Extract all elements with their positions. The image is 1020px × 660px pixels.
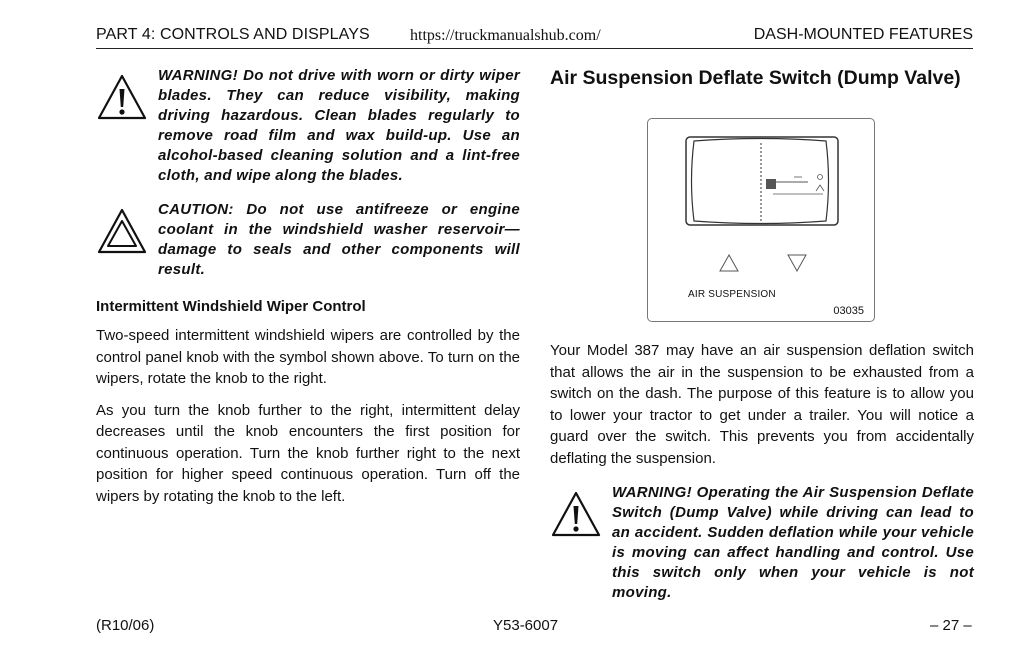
warning-exclamation-icon — [96, 72, 148, 124]
left-column — [96, 66, 520, 517]
figure-number: 03035 — [833, 305, 864, 317]
wiper-para-1: Two-speed intermittent windshield wipers are controlled by the control panel knob with the symbol shown above. To turn on the wipers, rotate the knob to the right. — [96, 327, 520, 387]
air-suspension-switch-figure — [647, 118, 875, 322]
dump-valve-warning — [550, 483, 974, 603]
right-column — [550, 66, 974, 617]
wiper-para-2: As you turn the knob further to the right, intermittent delay decreases until the knob encounters the first position for continuous operation. Turn the knob further right to the next position for higher speed continuous operation. Turn off the wipers by rotating the knob to the left. — [96, 401, 520, 505]
dump-valve-para: Your Model 387 may have an air suspension deflation switch that allows the air in the suspension to be exhausted from a switch on the dash. The purpose of this feature is to allow you to lower your tractor to get under a trailer. You will notice a guard over the switch. This prevents you from accidentally deflating the suspension. — [550, 342, 974, 467]
header-section: PART 4: CONTROLS AND DISPLAYS — [96, 26, 370, 43]
footer-page-number: – 27 – — [930, 617, 972, 634]
wiper-warning — [96, 66, 520, 186]
wiper-warning-text: WARNING! Do not drive with worn or dirty wiper blades. They can reduce visibility, making driving hazardous. Clean blades regularly to remove road film and wax build-up. Use an alcohol-based cleaning solution and a lint-free cloth, and wipe along the blades. — [158, 67, 520, 184]
figure-label: AIR SUSPENSION — [688, 289, 776, 300]
header-url[interactable]: https://truckmanualshub.com/ — [410, 27, 601, 44]
dump-valve-warning-text: WARNING! Operating the Air Suspension Deflate Switch (Dump Valve) while driving can lead to an accident. Sudden deflation while your vehicle is moving can affect handling and control. Use this switch only when your vehicle is not moving. — [612, 484, 974, 601]
warning-exclamation-icon — [550, 489, 602, 541]
footer-doc-number: Y53-6007 — [493, 617, 559, 634]
header-feature: DASH-MOUNTED FEATURES — [753, 26, 973, 43]
antifreeze-caution-text: CAUTION: Do not use antifreeze or engine coolant in the windshield washer reservoir—damage to seals and other components will result. — [158, 201, 520, 278]
footer-revision: (R10/06) — [96, 617, 155, 634]
page-header — [96, 24, 973, 49]
wiper-control-heading: Intermittent Windshield Wiper Control — [96, 298, 366, 315]
antifreeze-caution — [96, 200, 520, 280]
caution-triangle-icon — [96, 206, 148, 258]
dump-valve-title: Air Suspension Deflate Switch (Dump Valve) — [550, 67, 961, 89]
